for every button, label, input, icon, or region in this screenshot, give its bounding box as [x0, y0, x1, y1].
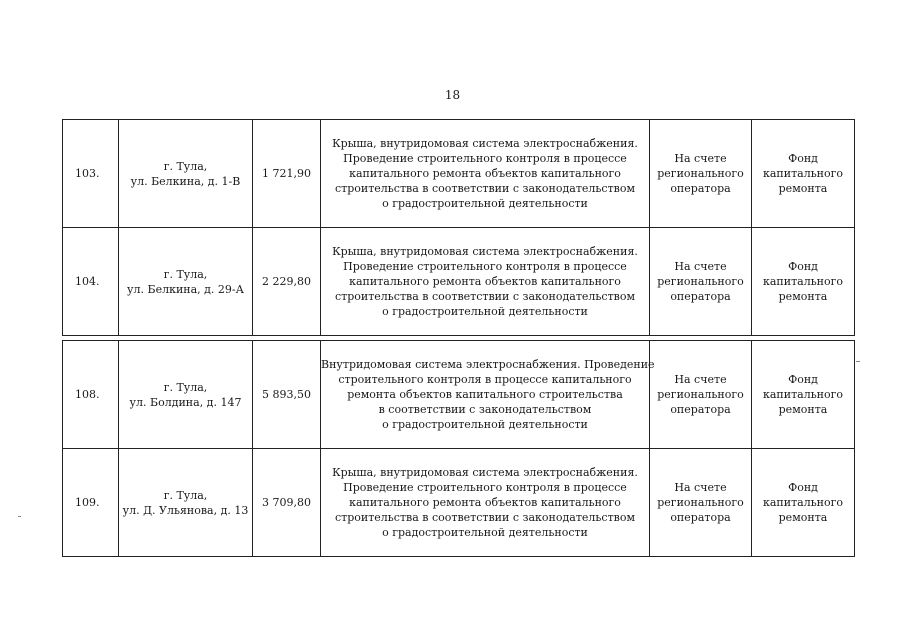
work-description-cell — [321, 228, 650, 336]
source-line: капитального — [762, 167, 844, 180]
address-cell — [119, 449, 253, 557]
row-number-cell — [63, 120, 119, 228]
work-line: Крыша, внутридомовая система электроснабжения. — [332, 466, 638, 479]
row-number: 103. — [75, 167, 100, 180]
cost-cell — [253, 449, 321, 557]
cost-value: 3 709,80 — [262, 496, 311, 509]
account-cell — [650, 449, 752, 557]
address-street: ул. Болдина, д. 147 — [129, 395, 242, 409]
table-row — [63, 449, 855, 557]
account-line: оператора — [670, 182, 731, 195]
funding-source-cell — [752, 341, 855, 449]
account-line: На счете — [674, 373, 727, 386]
address-street: ул. Белкина, д. 29-А — [127, 282, 244, 296]
source-line: Фонд — [788, 152, 818, 165]
source-line: ремонта — [778, 182, 828, 195]
account-line: регионального — [657, 496, 744, 509]
cost-value: 1 721,90 — [262, 167, 311, 180]
address-cell — [119, 120, 253, 228]
account-line: На счете — [674, 260, 727, 273]
work-line: капитального ремонта объектов капитального — [349, 167, 621, 180]
funding-source-cell — [752, 449, 855, 557]
work-line: о градостроительной деятельности — [382, 305, 588, 318]
work-line: Проведение строительного контроля в процессе — [343, 260, 627, 273]
work-line: Проведение строительного контроля в процессе — [343, 152, 627, 165]
address-city: г. Тула, — [163, 380, 208, 394]
table-row — [63, 228, 855, 336]
cost-cell — [253, 120, 321, 228]
work-description-cell — [321, 449, 650, 557]
cost-value: 2 229,80 — [262, 275, 311, 288]
account-line: регионального — [657, 167, 744, 180]
cost-cell — [253, 228, 321, 336]
row-number-cell — [63, 228, 119, 336]
account-cell — [650, 228, 752, 336]
work-line: строительства в соответствии с законодательством — [334, 290, 636, 303]
work-description-cell — [321, 341, 655, 449]
address-city: г. Тула, — [163, 159, 208, 173]
row-number-cell — [63, 449, 119, 557]
source-line: Фонд — [788, 260, 818, 273]
page-number: 18 — [444, 88, 461, 102]
row-number: 108. — [75, 388, 100, 401]
funding-source-cell — [752, 120, 855, 228]
source-line: капитального — [762, 388, 844, 401]
address-cell — [119, 341, 253, 449]
work-description-cell — [321, 120, 650, 228]
source-line: капитального — [762, 275, 844, 288]
work-line: строительства в соответствии с законодательством — [334, 182, 636, 195]
address-street: ул. Д. Ульянова, д. 13 — [122, 503, 249, 517]
table-row — [63, 120, 855, 228]
account-line: оператора — [670, 511, 731, 524]
work-line: капитального ремонта объектов капитального — [349, 496, 621, 509]
funding-source-cell — [752, 228, 855, 336]
work-line: строительства в соответствии с законодательством — [334, 511, 636, 524]
source-line: ремонта — [778, 403, 828, 416]
address-city: г. Тула, — [163, 267, 208, 281]
table-row — [63, 341, 855, 449]
address-street: ул. Белкина, д. 1-В — [130, 174, 241, 188]
account-line: оператора — [670, 290, 731, 303]
work-line: о градостроительной деятельности — [382, 526, 588, 539]
account-cell — [650, 341, 752, 449]
row-number: 104. — [75, 275, 100, 288]
scan-artifact — [856, 361, 860, 362]
work-line: в соответствии с законодательством — [378, 403, 592, 416]
source-line: ремонта — [778, 511, 828, 524]
work-line: Крыша, внутридомовая система электроснабжения. — [332, 245, 638, 258]
work-line: о градостроительной деятельности — [382, 197, 588, 210]
work-line: Внутридомовая система электроснабжения. Проведение — [321, 358, 655, 371]
source-line: Фонд — [788, 481, 818, 494]
repair-table-upper — [62, 119, 855, 336]
cost-value: 5 893,50 — [262, 388, 311, 401]
work-line: о градостроительной деятельности — [382, 418, 588, 431]
work-line: Проведение строительного контроля в процессе — [343, 481, 627, 494]
account-line: На счете — [674, 481, 727, 494]
account-line: оператора — [670, 403, 731, 416]
source-line: ремонта — [778, 290, 828, 303]
row-number-cell — [63, 341, 119, 449]
row-number: 109. — [75, 496, 100, 509]
work-line: строительного контроля в процессе капитального — [338, 373, 632, 386]
work-line: капитального ремонта объектов капитального — [349, 275, 621, 288]
account-line: регионального — [657, 275, 744, 288]
scan-artifact — [18, 516, 21, 517]
cost-cell — [253, 341, 321, 449]
address-city: г. Тула, — [163, 488, 208, 502]
source-line: капитального — [762, 496, 844, 509]
repair-table-lower — [62, 340, 855, 557]
source-line: Фонд — [788, 373, 818, 386]
work-line: ремонта объектов капитального строительства — [347, 388, 623, 401]
work-line: Крыша, внутридомовая система электроснабжения. — [332, 137, 638, 150]
account-line: регионального — [657, 388, 744, 401]
account-cell — [650, 120, 752, 228]
address-cell — [119, 228, 253, 336]
account-line: На счете — [674, 152, 727, 165]
